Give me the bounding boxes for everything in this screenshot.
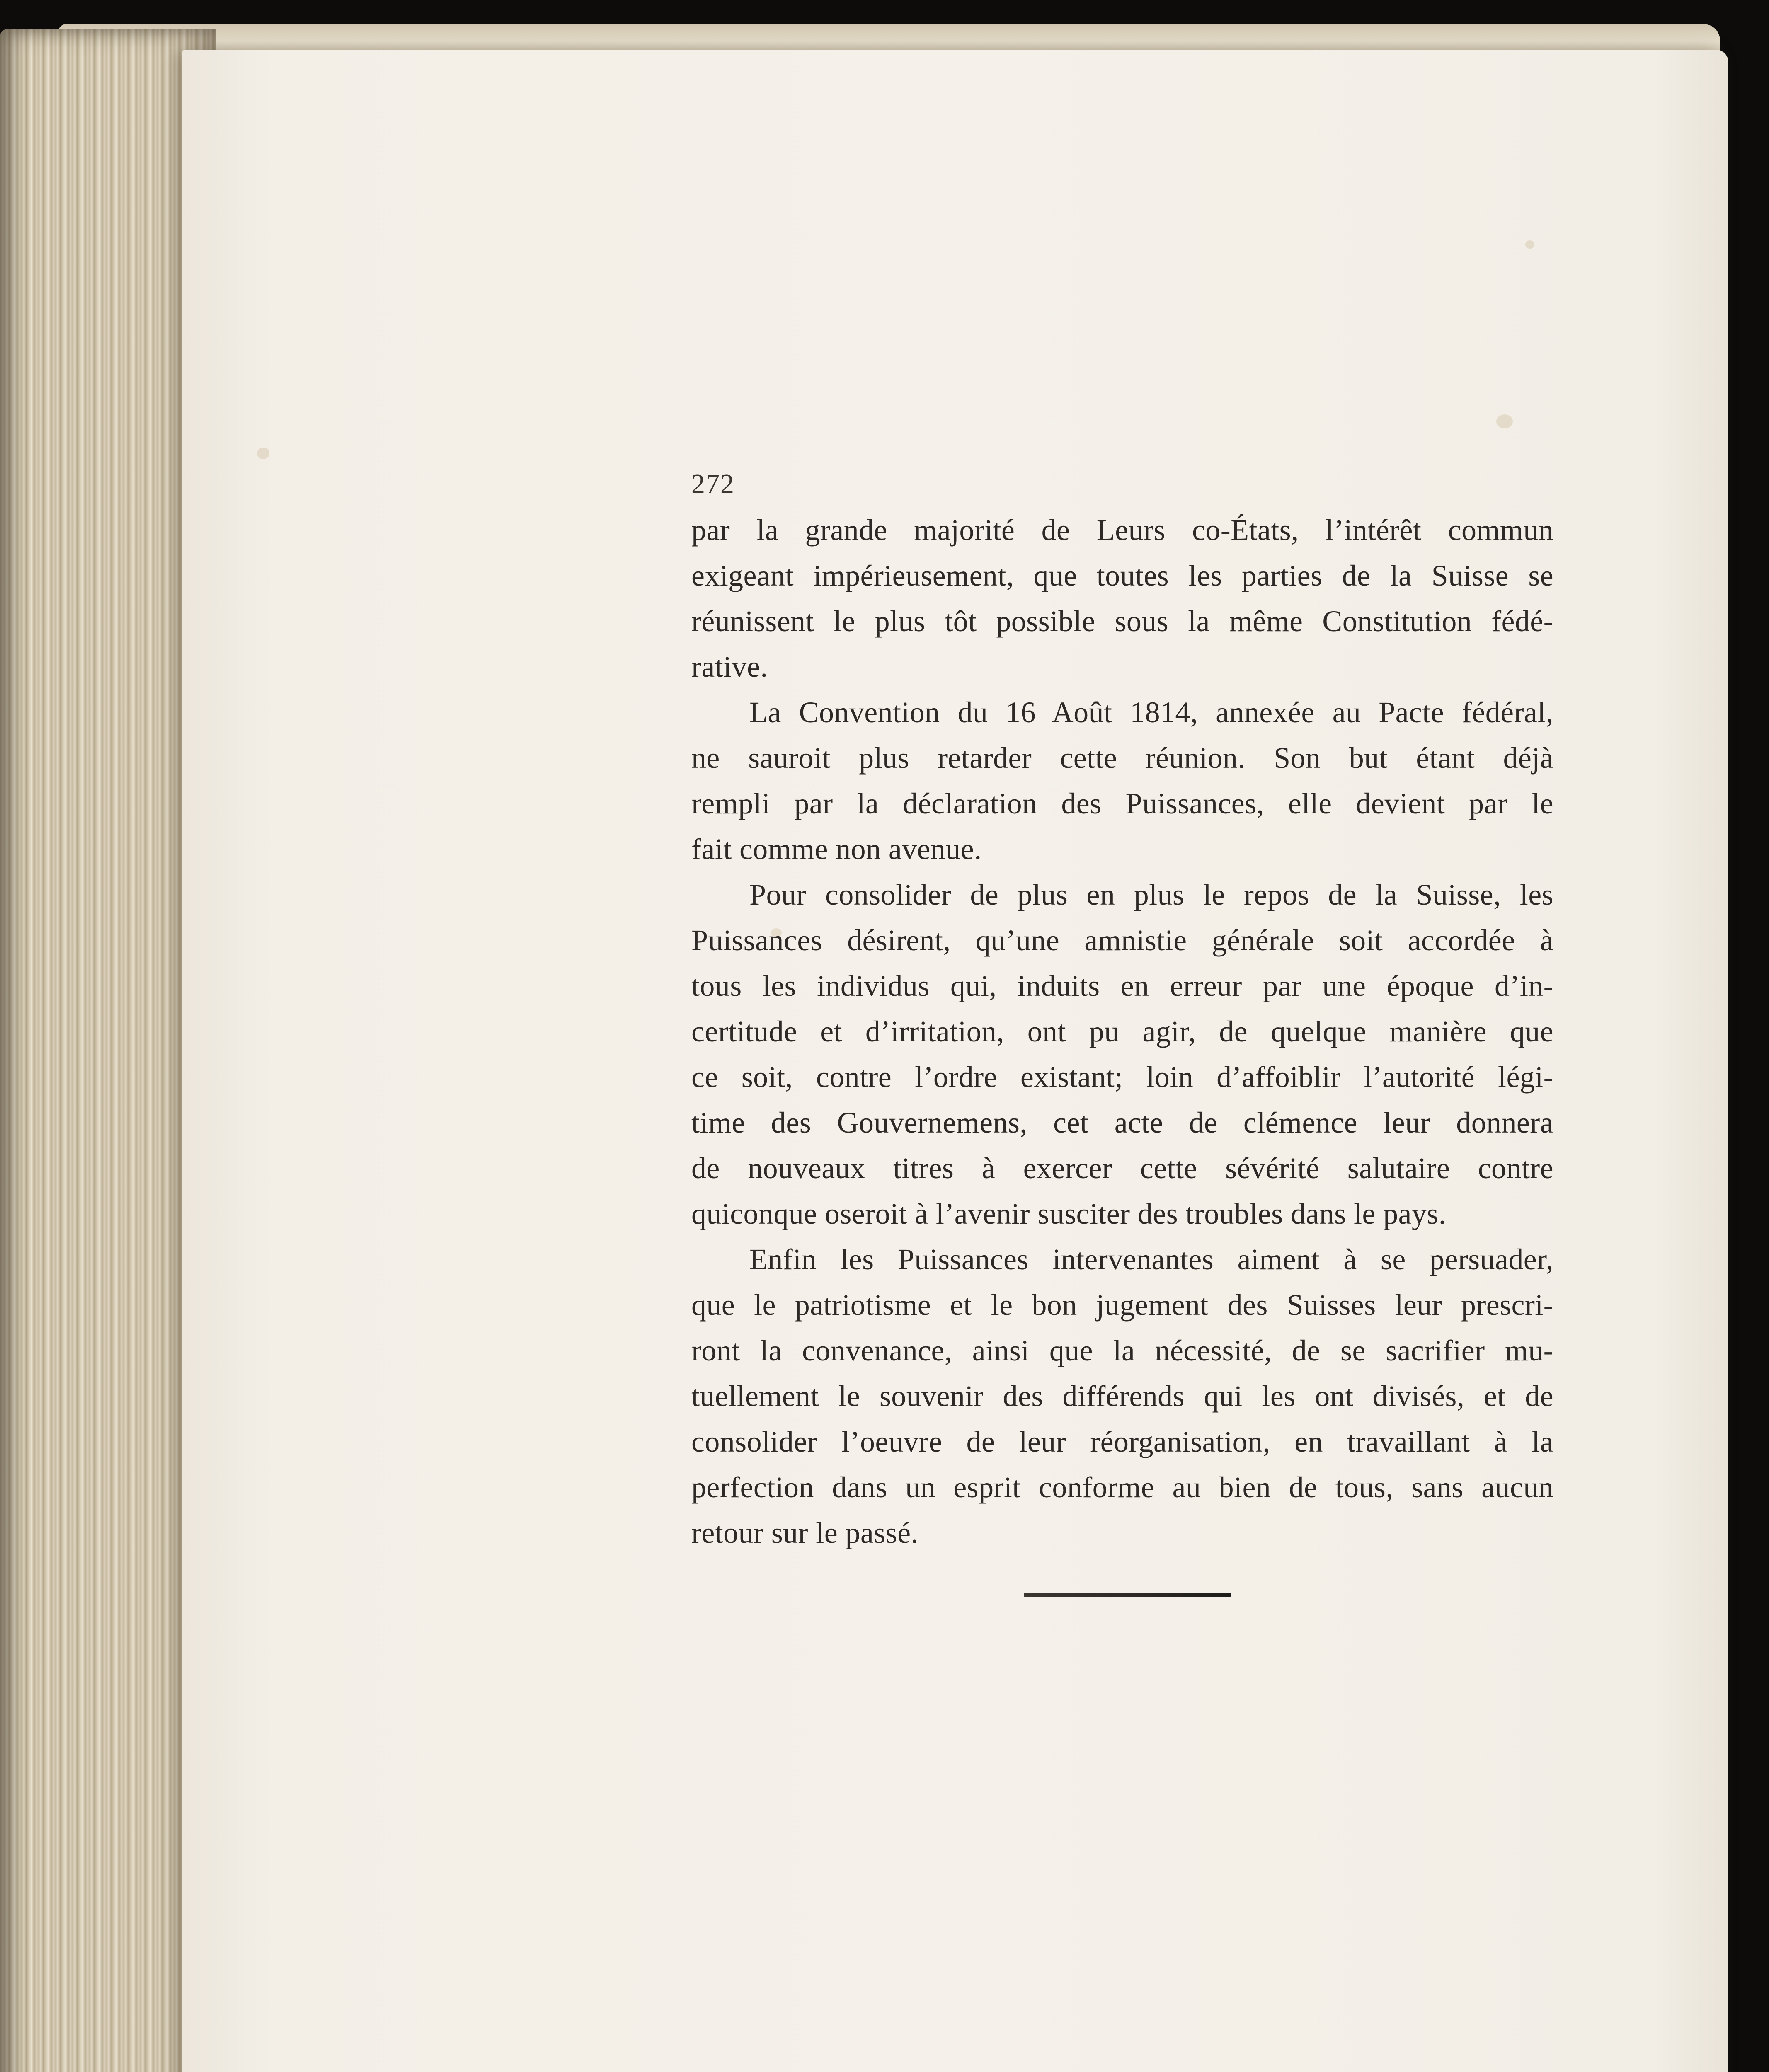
- text-line: Enfin les Puissances intervenantes aiment à se persuader,: [749, 1243, 1553, 1276]
- text-line: Puissances désirent, qu’une amnistie générale soit accordée à: [691, 924, 1553, 957]
- text-line: que le patriotisme et le bon jugement des Suisses leur prescri-: [691, 1288, 1553, 1322]
- text-line: retour sur le passé.: [691, 1516, 918, 1549]
- foxing-spot: [1525, 240, 1534, 249]
- text-line: tous les individus qui, induits en erreur par une époque d’in-: [691, 969, 1553, 1002]
- section-end-rule: [1024, 1593, 1231, 1597]
- text-line: ne sauroit plus retarder cette réunion. Son but étant déjà: [691, 741, 1553, 775]
- text-line: time des Gouvernemens, cet acte de clémence leur donnera: [691, 1106, 1553, 1139]
- text-line: rative.: [691, 650, 768, 683]
- text-line: perfection dans un esprit conforme au bien de tous, sans aucun: [691, 1471, 1553, 1504]
- text-line: par la grande majorité de Leurs co-États, l’intérêt commun: [691, 513, 1553, 547]
- foxing-spot: [257, 448, 269, 459]
- text-line: réunissent le plus tôt possible sous la même Constitution fédé-: [691, 605, 1553, 638]
- text-line: La Convention du 16 Août 1814, annexée au Pacte fédéral,: [749, 696, 1553, 729]
- text-line: tuellement le souvenir des différends qui les ont divisés, et de: [691, 1380, 1553, 1413]
- text-line: consolider l’oeuvre de leur réorganisation, en travaillant à la: [691, 1425, 1553, 1458]
- foxing-spot: [1496, 414, 1513, 428]
- page-stack-top-edge: [58, 24, 1720, 53]
- text-line: certitude et d’irritation, ont pu agir, de quelque manière que: [691, 1015, 1553, 1048]
- text-line: Pour consolider de plus en plus le repos de la Suisse, les: [749, 878, 1553, 911]
- text-line: ce soit, contre l’ordre existant; loin d’affoiblir l’autorité légi-: [691, 1060, 1553, 1094]
- text-line: fait comme non avenue.: [691, 833, 982, 866]
- text-line: rempli par la déclaration des Puissances, elle devient par le: [691, 787, 1553, 820]
- body-text: [691, 507, 1553, 1556]
- text-line: quiconque oseroit à l’avenir susciter des troubles dans le pays.: [691, 1197, 1447, 1230]
- text-line: de nouveaux titres à exercer cette sévérité salutaire contre: [691, 1152, 1553, 1185]
- text-line: exigeant impérieusement, que toutes les parties de la Suisse se: [691, 559, 1553, 592]
- page-number: 272: [691, 469, 735, 499]
- text-line: ront la convenance, ainsi que la nécessité, de se sacrifier mu-: [691, 1334, 1553, 1367]
